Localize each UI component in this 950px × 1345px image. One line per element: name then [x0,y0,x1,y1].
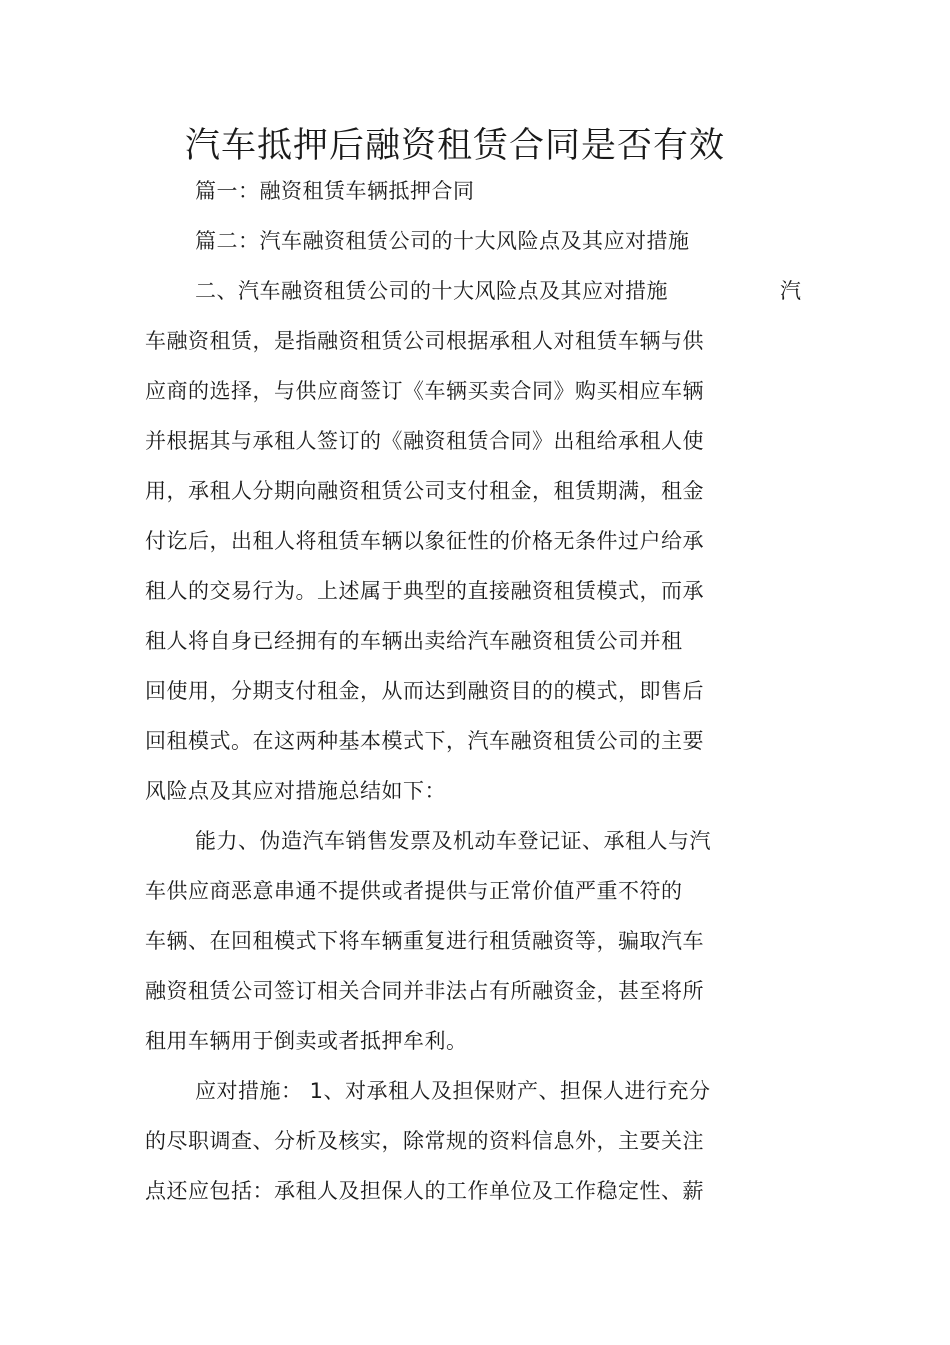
paragraph-line: 回租模式。在这两种基本模式下，汽车融资租赁公司的主要 [145,729,704,753]
paragraph-line: 能力、伪造汽车销售发票及机动车登记证、承租人与汽 [195,829,711,853]
paragraph-line: 用，承租人分期向融资租赁公司支付租金，租赁期满，租金 [145,479,704,503]
paragraph-line: 付讫后，出租人将租赁车辆以象征性的价格无条件过户给承 [145,529,704,553]
paragraph-line: 车辆、在回租模式下将车辆重复进行租赁融资等，骗取汽车 [145,929,704,953]
paragraph-line: 并根据其与承租人签订的《融资租赁合同》出租给承租人使 [145,429,704,453]
paragraph-line: 应对措施： 1、对承租人及担保财产、担保人进行充分 [195,1079,711,1103]
paragraph-line: 车供应商恶意串通不提供或者提供与正常价值严重不符的 [145,879,683,903]
section-heading-1: 篇一：融资租赁车辆抵押合同 [195,179,475,203]
paragraph-line-tail: 汽 [780,279,802,303]
paragraph-line: 租用车辆用于倒卖或者抵押牟利。 [145,1029,468,1053]
paragraph-line: 点还应包括：承租人及担保人的工作单位及工作稳定性、薪 [145,1179,704,1203]
document-title: 汽车抵押后融资租赁合同是否有效 [184,126,725,166]
paragraph-line: 租人的交易行为。上述属于典型的直接融资租赁模式，而承 [145,579,704,603]
paragraph-line: 车融资租赁，是指融资租赁公司根据承租人对租赁车辆与供 [145,329,704,353]
paragraph-line: 融资租赁公司签订相关合同并非法占有所融资金，甚至将所 [145,979,704,1003]
paragraph-line: 的尽职调查、分析及核实，除常规的资料信息外，主要关注 [145,1129,704,1153]
paragraph-line: 回使用，分期支付租金，从而达到融资目的的模式，即售后 [145,679,704,703]
section-heading-2: 篇二：汽车融资租赁公司的十大风险点及其应对措施 [195,229,690,253]
paragraph-line: 租人将自身已经拥有的车辆出卖给汽车融资租赁公司并租 [145,629,683,653]
paragraph-line: 应商的选择，与供应商签订《车辆买卖合同》购买相应车辆 [145,379,704,403]
paragraph-line: 风险点及其应对措施总结如下： [145,779,446,803]
paragraph-line: 二、汽车融资租赁公司的十大风险点及其应对措施 [195,279,668,303]
